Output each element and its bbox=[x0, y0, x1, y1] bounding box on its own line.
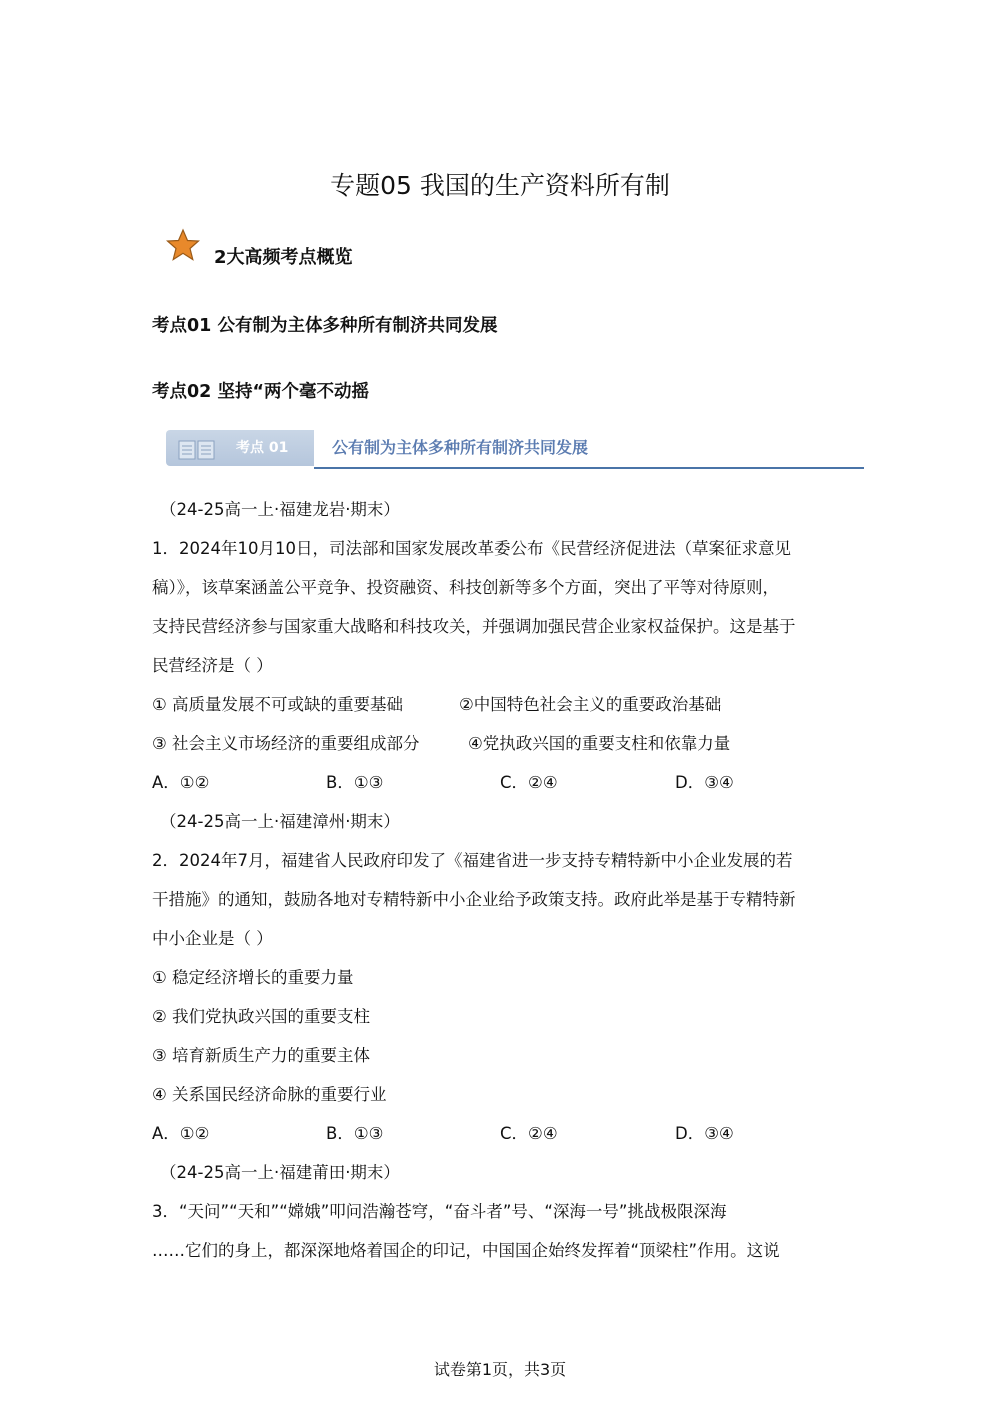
q2-option-b[interactable]: B．①③ bbox=[326, 1124, 384, 1143]
q1-option-c[interactable]: C．②④ bbox=[500, 773, 558, 792]
section-banner bbox=[166, 430, 866, 470]
q1-stem-line: 稿）》，该草案涵盖公平竞争、投资融资、科技创新等多个方面，突出了平等对待原则， bbox=[152, 578, 779, 597]
page-title: 专题05 我国的生产资料所有制 bbox=[330, 171, 670, 200]
banner-underline bbox=[314, 467, 864, 469]
q1-stem-line: 民营经济是（ ） bbox=[152, 656, 273, 675]
q3-stem-line: ……它们的身上，都深深地烙着国企的印记，中国国企始终发挥着“顶梁柱”作用。这说 bbox=[152, 1241, 780, 1260]
q1-item-1: ① 高质量发展不可或缺的重要基础 bbox=[152, 695, 404, 714]
q3-source: （24-25高一上·福建莆田·期末） bbox=[160, 1163, 400, 1182]
page-footer: 试卷第1页，共3页 bbox=[433, 1360, 567, 1379]
q2-stem-line: 2．2024年7月，福建省人民政府印发了《福建省进一步支持专精特新中小企业发展的若 bbox=[152, 851, 793, 870]
q2-item-2: ② 我们党执政兴国的重要支柱 bbox=[152, 1007, 371, 1026]
q2-item-1: ① 稳定经济增长的重要力量 bbox=[152, 968, 354, 987]
q1-stem-line: 支持民营经济参与国家重大战略和科技攻关，并强调加强民营企业家权益保护。这是基于 bbox=[152, 617, 796, 636]
q1-option-a[interactable]: A．①② bbox=[152, 773, 210, 792]
q1-stem-line: 1．2024年10月10日，司法部和国家发展改革委公布《民营经济促进法（草案征求意见 bbox=[152, 539, 791, 558]
q1-item-3: ③ 社会主义市场经济的重要组成部分 bbox=[152, 734, 420, 753]
banner-tab-label: 考点 01 bbox=[236, 440, 289, 456]
q1-source: （24-25高一上·福建龙岩·期末） bbox=[160, 500, 400, 519]
star-icon bbox=[166, 228, 200, 262]
q2-option-a[interactable]: A．①② bbox=[152, 1124, 210, 1143]
point-02-heading: 考点02 坚持“两个毫不动摇 bbox=[152, 382, 369, 402]
book-icon bbox=[178, 440, 216, 460]
q2-item-3: ③ 培育新质生产力的重要主体 bbox=[152, 1046, 371, 1065]
q1-item-4: ④党执政兴国的重要支柱和依靠力量 bbox=[468, 734, 731, 753]
point-01-heading: 考点01 公有制为主体多种所有制济共同发展 bbox=[152, 316, 498, 336]
q3-stem-line: 3．“天问”“天和”“嫦娥”叩问浩瀚苍穹，“奋斗者”号、“深海一号”挑战极限深海 bbox=[152, 1202, 727, 1221]
q2-option-c[interactable]: C．②④ bbox=[500, 1124, 558, 1143]
q1-option-b[interactable]: B．①③ bbox=[326, 773, 384, 792]
q2-source: （24-25高一上·福建漳州·期末） bbox=[160, 812, 400, 831]
q1-item-2: ②中国特色社会主义的重要政治基础 bbox=[459, 695, 722, 714]
q2-item-4: ④ 关系国民经济命脉的重要行业 bbox=[152, 1085, 387, 1104]
q2-option-d[interactable]: D．③④ bbox=[675, 1124, 734, 1143]
q2-stem-line: 干措施》的通知，鼓励各地对专精特新中小企业给予政策支持。政府此举是基于专精特新 bbox=[152, 890, 796, 909]
banner-title: 公有制为主体多种所有制济共同发展 bbox=[332, 438, 589, 457]
banner-tab bbox=[166, 430, 314, 466]
overview-heading: 2大高频考点概览 bbox=[214, 247, 353, 268]
q2-stem-line: 中小企业是（ ） bbox=[152, 929, 273, 948]
q1-option-d[interactable]: D．③④ bbox=[675, 773, 734, 792]
